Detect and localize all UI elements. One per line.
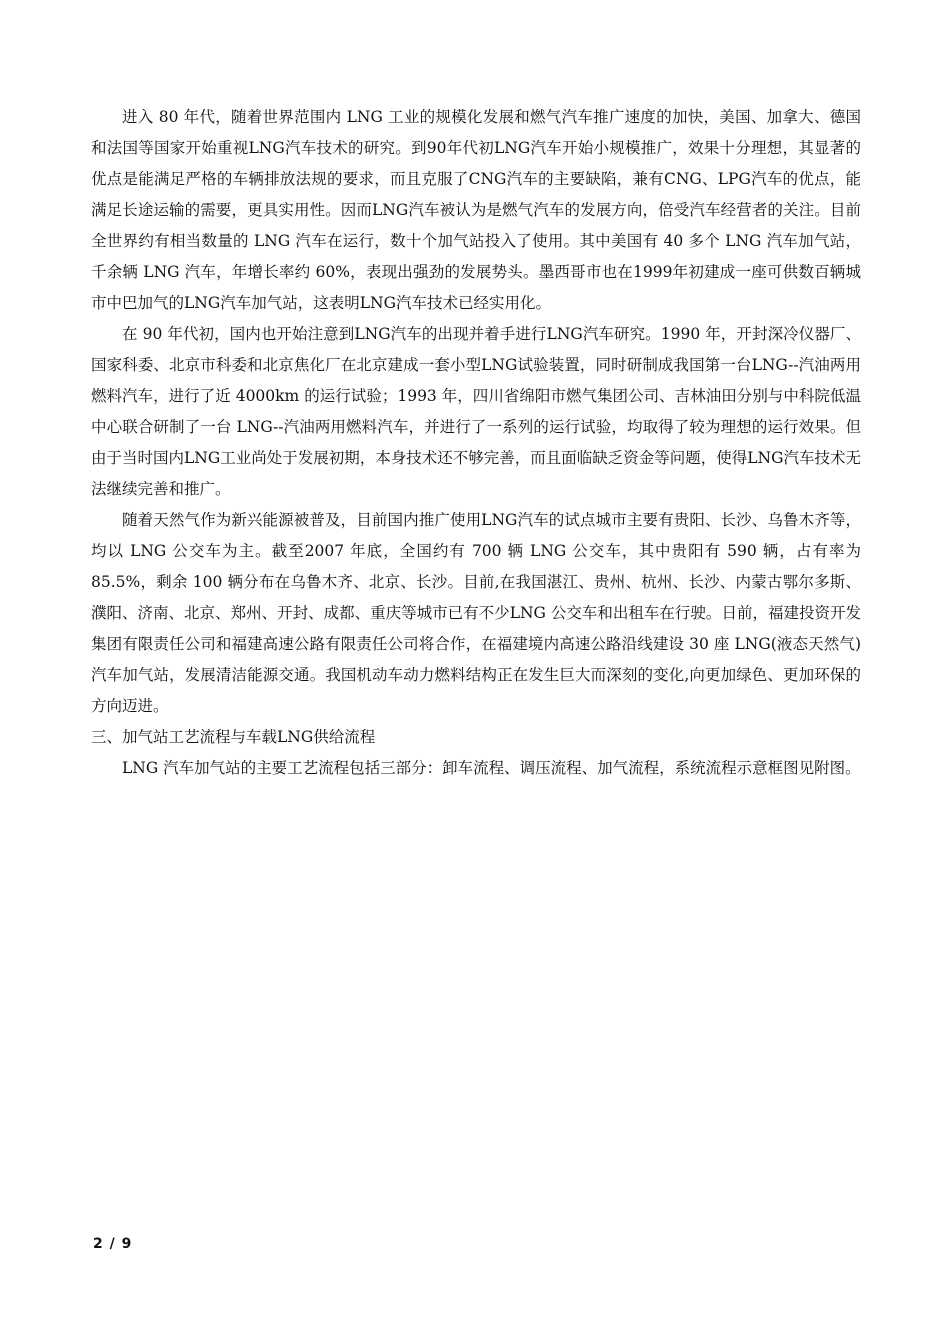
page-number: 2 / 9	[93, 1236, 133, 1252]
section-heading: 三、加气站工艺流程与车载LNG供给流程	[91, 728, 376, 746]
paragraph-lng-history-abroad: 进入 80 年代，随着世界范围内 LNG 工业的规模化发展和燃气汽车推广速度的加快，美国、加拿大、德国和法国等国家开始重视LNG汽车技术的研究。到90年代初LNG汽车开始小规模推广，效果十分理想，其显著的优点是能满足严格的车辆排放法规的要求，而且克服了CNG汽车的主要缺陷，兼有CNG、LPG汽车的优点，能满足长途运输的需要，更具实用性。因而LNG汽车被认为是燃气汽车的发展方向，倍受汽车经营者的关注。目前全世界约有相当数量的 LNG 汽车在运行，数十个加气站投入了使用。其中美国有 40 多个 LNG 汽车加气站，千余辆 LNG 汽车，年增长率约 60%，表现出强劲的发展势头。墨西哥市也在1999年初建成一座可供数百辆城市中巴加气的LNG汽车加气站，这表明LNG汽车技术已经实用化。	[91, 108, 861, 312]
paragraph-lng-history-china: 在 90 年代初，国内也开始注意到LNG汽车的出现并着手进行LNG汽车研究。1990 年，开封深冷仪器厂、国家科委、北京市科委和北京焦化厂在北京建成一套小型LNG试验装置，同时研制成我国第一台LNG--汽油两用燃料汽车，进行了近 4000km 的运行试验；1993 年，四川省绵阳市燃气集团公司、吉林油田分别与中科院低温中心联合研制了一台 LNG--汽油两用燃料汽车，并进行了一系列的运行试验，均取得了较为理想的运行效果。但由于当时国内LNG工业尚处于发展初期，本身技术还不够完善，而且面临缺乏资金等问题，使得LNG汽车技术无法继续完善和推广。	[91, 325, 861, 498]
paragraph-process-overview: LNG 汽车加气站的主要工艺流程包括三部分：卸车流程、调压流程、加气流程，系统流程示意框图见附图。	[122, 759, 861, 777]
document-body	[91, 102, 861, 784]
paragraph-lng-current-status: 随着天然气作为新兴能源被普及，目前国内推广使用LNG汽车的试点城市主要有贵阳、长沙、乌鲁木齐等，均以 LNG 公交车为主。截至2007 年底，全国约有 700 辆 LNG 公交车，其中贵阳有 590 辆，占有率为 85.5%，剩余 100 辆分布在乌鲁木齐、北京、长沙。目前,在我国湛江、贵州、杭州、长沙、内蒙古鄂尔多斯、濮阳、济南、北京、郑州、开封、成都、重庆等城市已有不少LNG 公交车和出租车在行驶。日前，福建投资开发集团有限责任公司和福建高速公路有限责任公司将合作，在福建境内高速公路沿线建设 30 座 LNG(液态天然气)汽车加气站，发展清洁能源交通。我国机动车动力燃料结构正在发生巨大而深刻的变化,向更加绿色、更加环保的方向迈进。	[91, 511, 861, 715]
